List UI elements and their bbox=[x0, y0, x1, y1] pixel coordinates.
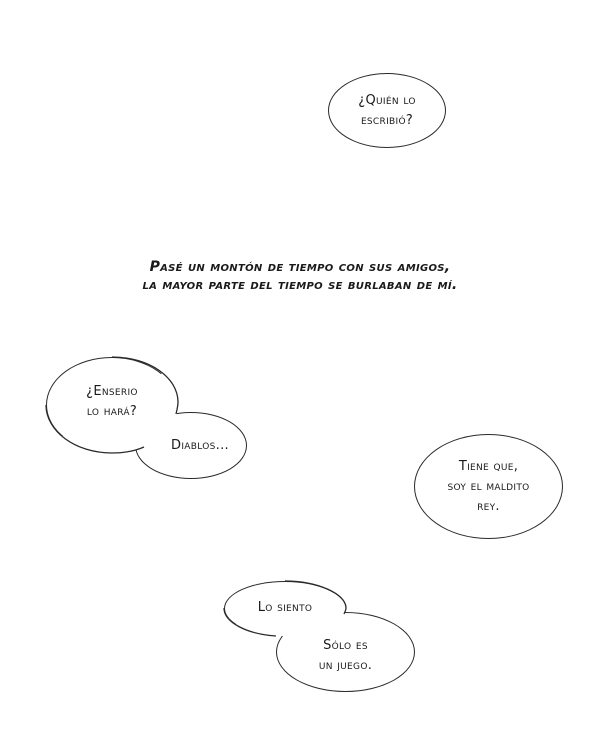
speech-text-sorry: Lo siento bbox=[257, 599, 313, 615]
speech-text-just-game: Sólo es un juego. bbox=[318, 638, 373, 673]
speech-bubble-has-to bbox=[414, 434, 563, 539]
narration-caption bbox=[60, 258, 540, 294]
speech-text-has-to: Tiene que, soy el maldito rey. bbox=[447, 458, 530, 514]
speech-text-seriously: ¿Enserio lo hará? bbox=[86, 384, 138, 419]
speech-bubble-sorry bbox=[224, 581, 346, 636]
narration-line-1: Pasé un montón de tiempo con sus amigos, bbox=[149, 259, 451, 275]
speech-bubble-seriously bbox=[46, 357, 178, 453]
speech-text-who-wrote: ¿Quién lo escribió? bbox=[358, 92, 416, 128]
speech-text-damn: Diablos... bbox=[171, 437, 229, 453]
narration-line-2: la mayor parte del tiempo se burlaban de mí. bbox=[142, 277, 458, 293]
speech-bubble-who-wrote bbox=[328, 73, 446, 148]
